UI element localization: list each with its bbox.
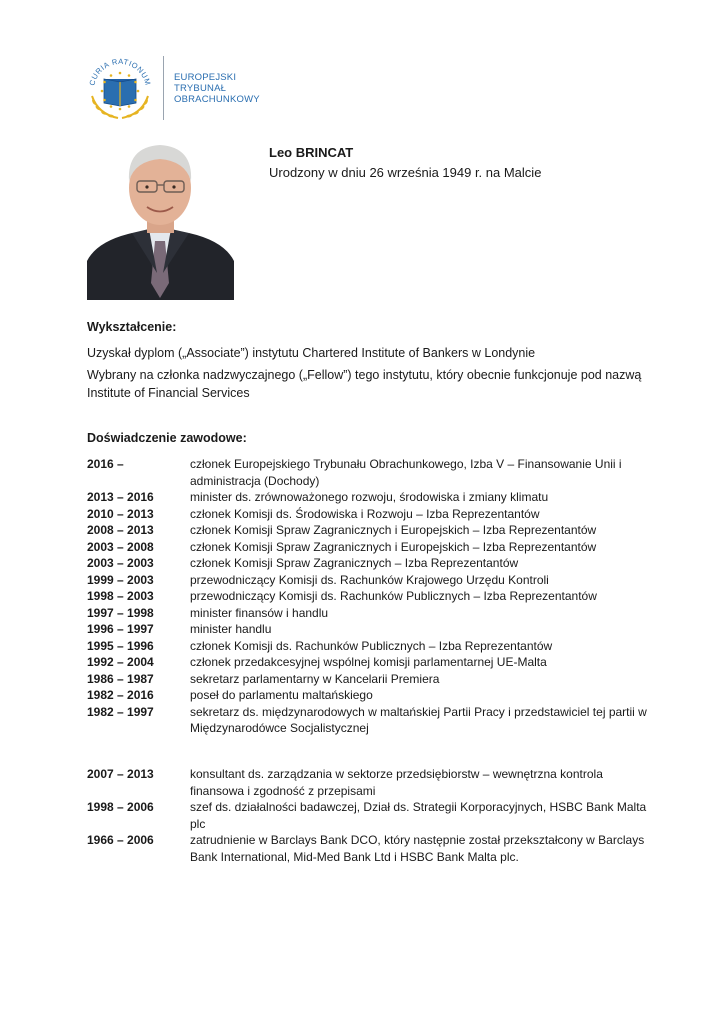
experience-row	[87, 572, 647, 589]
experience-period: 1997 – 1998	[87, 605, 154, 620]
experience-row	[87, 621, 647, 638]
experience-description: przewodniczący Komisji ds. Rachunków Krajowego Urzędu Kontroli	[190, 572, 549, 587]
experience-row	[87, 638, 647, 655]
logo-line-3: OBRACHUNKOWY	[174, 94, 260, 105]
experience-period: 2003 – 2003	[87, 556, 154, 570]
experience-period: 1999 – 2003	[87, 572, 154, 587]
experience-heading: Doświadczenie zawodowe:	[87, 431, 247, 445]
experience-row	[87, 766, 647, 799]
experience-row	[87, 671, 647, 688]
experience-period: 2008 – 2013	[87, 523, 154, 537]
eca-logo	[84, 52, 284, 124]
experience-row	[87, 555, 647, 572]
experience-description: minister finansów i handlu	[190, 605, 329, 620]
experience-row	[87, 588, 647, 605]
experience-description: członek Komisji Spraw Zagranicznych – Izba Reprezentantów	[190, 556, 519, 570]
experience-row	[87, 704, 647, 737]
experience-period: 2007 – 2013	[87, 767, 154, 781]
experience-period: 2003 – 2008	[87, 539, 154, 554]
portrait-photo	[87, 133, 234, 300]
experience-period: 1992 – 2004	[87, 655, 154, 669]
experience-row	[87, 489, 647, 506]
experience-list-private	[87, 766, 647, 865]
experience-period: 2016 –	[87, 457, 124, 471]
experience-row	[87, 522, 647, 539]
experience-period: 1998 – 2003	[87, 589, 154, 603]
person-name: Leo BRINCAT	[269, 145, 354, 160]
experience-period: 1995 – 1996	[87, 638, 154, 653]
logo-line-1: EUROPEJSKI	[174, 72, 237, 83]
experience-description: sekretarz ds. międzynarodowych w maltańskiej Partii Pracy i przedstawiciel tej partii w Międzynarodówce Socjalistycznej	[190, 704, 647, 735]
experience-period: 1982 – 2016	[87, 688, 154, 702]
experience-description: członek Komisji ds. Środowiska i Rozwoju – Izba Reprezentantów	[190, 506, 540, 521]
experience-description: członek przedakcesyjnej wspólnej komisji parlamentarnej UE-Malta	[190, 655, 547, 669]
experience-period: 1986 – 1987	[87, 671, 154, 686]
logo-wordmark	[174, 72, 260, 105]
experience-row	[87, 506, 647, 523]
experience-row	[87, 539, 647, 556]
experience-period: 2013 – 2016	[87, 490, 154, 504]
experience-row	[87, 654, 647, 671]
experience-description: członek Komisji ds. Rachunków Publicznych – Izba Reprezentantów	[190, 638, 553, 653]
education-item: Wybrany na członka nadzwyczajnego („Fellow”) tego instytutu, który obecnie funkcjonuje pod nazwą Institute of Financial Services	[87, 368, 642, 400]
experience-description: minister ds. zrównoważonego rozwoju, środowiska i zmiany klimatu	[190, 490, 549, 504]
experience-row	[87, 687, 647, 704]
experience-list-public	[87, 456, 647, 737]
experience-row	[87, 832, 647, 865]
experience-period: 2010 – 2013	[87, 506, 154, 521]
experience-description: członek Komisji Spraw Zagranicznych i Europejskich – Izba Reprezentantów	[190, 523, 597, 537]
experience-description: minister handlu	[190, 622, 272, 636]
experience-row	[87, 605, 647, 622]
experience-description: zatrudnienie w Barclays Bank DCO, który następnie został przekształcony w Barclays Bank International, Mid-Med Bank Ltd i HSBC Bank Malta plc.	[190, 833, 645, 864]
education-item: Uzyskał dyplom („Associate”) instytutu Chartered Institute of Bankers w Londynie	[87, 346, 536, 360]
experience-description: konsultant ds. zarządzania w sektorze przedsiębiorstw – wewnętrzna kontrola finansowa i zgodność z przepisami	[190, 767, 603, 798]
experience-description: szef ds. działalności badawczej, Dział ds. Strategii Korporacyjnych, HSBC Bank Malta plc	[190, 800, 647, 831]
experience-row	[87, 456, 647, 489]
experience-period: 1998 – 2006	[87, 800, 154, 814]
experience-row	[87, 799, 647, 832]
experience-period: 1982 – 1997	[87, 704, 154, 719]
logo-line-2: TRYBUNAŁ	[174, 83, 227, 94]
experience-description: poseł do parlamentu maltańskiego	[190, 688, 373, 702]
experience-period: 1966 – 2006	[87, 833, 154, 847]
education-heading: Wykształcenie:	[87, 320, 177, 334]
logo-divider	[163, 56, 164, 120]
eca-emblem	[84, 52, 156, 124]
experience-description: sekretarz parlamentarny w Kancelarii Premiera	[190, 671, 440, 686]
birth-info: Urodzony w dniu 26 września 1949 r. na Malcie	[269, 165, 542, 180]
experience-period: 1996 – 1997	[87, 622, 154, 636]
experience-description: przewodniczący Komisji ds. Rachunków Publicznych – Izba Reprezentantów	[190, 589, 597, 603]
experience-description: członek Europejskiego Trybunału Obrachunkowego, Izba V – Finansowanie Unii i administracja (Dochody)	[190, 457, 622, 488]
logo-arc-text: CURIA RATIONUM	[87, 56, 153, 87]
experience-description: członek Komisji Spraw Zagranicznych i Europejskich – Izba Reprezentantów	[190, 539, 597, 554]
